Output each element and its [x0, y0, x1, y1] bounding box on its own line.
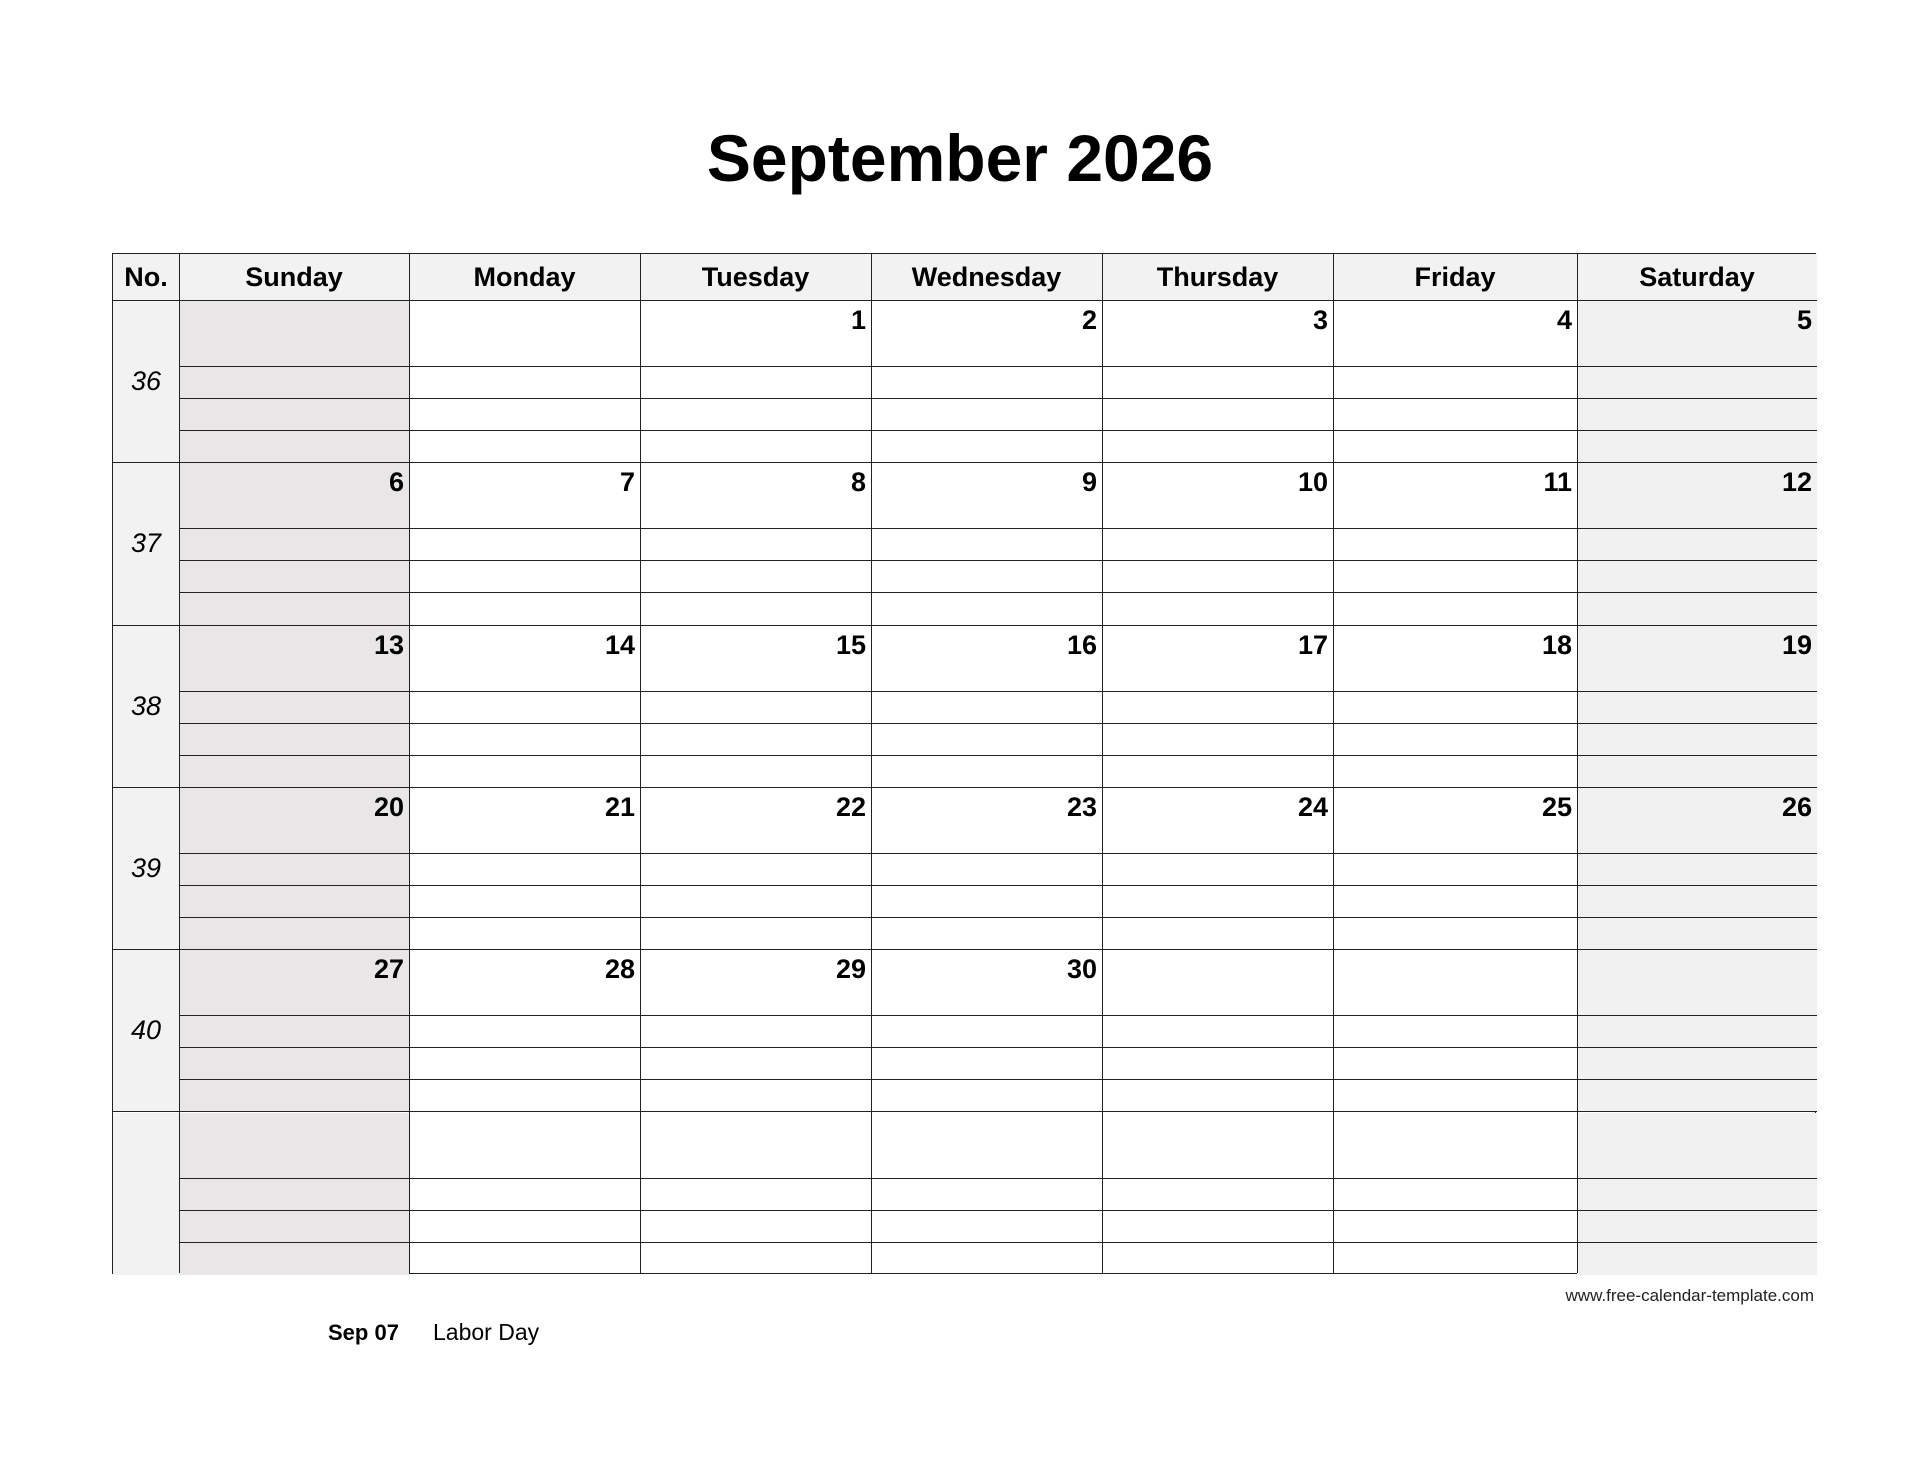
note-line: [1333, 1178, 1577, 1179]
day-cell[interactable]: [1577, 463, 1817, 625]
day-number: 1: [850, 305, 866, 335]
day-cell[interactable]: [1333, 463, 1577, 625]
note-line: [409, 430, 640, 431]
note-line: [871, 1047, 1102, 1048]
column-divider: [409, 254, 410, 1273]
day-cell[interactable]: [409, 463, 640, 625]
day-cell[interactable]: [871, 788, 1102, 950]
day-cell[interactable]: [1577, 626, 1817, 788]
note-line: [1577, 723, 1817, 724]
note-line: [1333, 1015, 1577, 1016]
note-line: [179, 1079, 409, 1080]
note-line: [409, 723, 640, 724]
note-line: [1577, 853, 1817, 854]
note-line: [640, 853, 871, 854]
column-divider: [1577, 254, 1578, 1273]
note-line: [1333, 755, 1577, 756]
note-line: [1333, 1079, 1577, 1080]
day-number: 25: [1541, 791, 1572, 822]
day-cell[interactable]: [179, 1113, 409, 1275]
note-line: [1333, 1242, 1577, 1243]
note-line: [1577, 528, 1817, 529]
week-number-cell: [113, 463, 179, 625]
note-line: [871, 560, 1102, 561]
note-line: [1333, 1047, 1577, 1048]
note-line: [871, 755, 1102, 756]
note-line: [1577, 691, 1817, 692]
week-number: 37: [130, 528, 162, 559]
day-number: 15: [835, 629, 866, 660]
day-cell[interactable]: [1333, 301, 1577, 463]
note-line: [1102, 366, 1333, 367]
day-number: 14: [604, 629, 635, 660]
note-line: [1102, 430, 1333, 431]
note-line: [640, 528, 871, 529]
note-line: [640, 917, 871, 918]
week-number: 38: [130, 690, 162, 721]
week-number: 40: [130, 1015, 162, 1046]
note-line: [640, 1242, 871, 1243]
day-number: 24: [1297, 791, 1328, 822]
note-line: [1102, 1047, 1333, 1048]
note-line: [640, 592, 871, 593]
note-line: [1333, 592, 1577, 593]
week-number-cell: [113, 626, 179, 788]
note-line: [179, 1178, 409, 1179]
header-friday: Friday: [1333, 254, 1577, 301]
note-line: [1333, 691, 1577, 692]
day-cell[interactable]: [1577, 950, 1817, 1112]
note-line: [640, 885, 871, 886]
note-line: [1577, 366, 1817, 367]
note-line: [409, 560, 640, 561]
note-line: [1102, 691, 1333, 692]
week-number-cell: [113, 1113, 179, 1275]
note-line: [179, 755, 409, 756]
note-line: [1577, 592, 1817, 593]
note-line: [1102, 1015, 1333, 1016]
note-line: [1102, 1079, 1333, 1080]
day-cell[interactable]: [640, 463, 871, 625]
note-line: [1102, 917, 1333, 918]
note-line: [409, 691, 640, 692]
note-line: [1577, 398, 1817, 399]
note-line: [640, 560, 871, 561]
header-sunday: Sunday: [179, 254, 409, 301]
day-cell[interactable]: [1102, 1113, 1333, 1275]
note-line: [871, 1242, 1102, 1243]
day-cell[interactable]: [409, 301, 640, 463]
week-number-cell: [113, 788, 179, 950]
note-line: [1102, 1210, 1333, 1211]
day-number: 23: [1066, 791, 1097, 822]
note-line: [640, 691, 871, 692]
note-line: [1102, 1178, 1333, 1179]
note-line: [640, 366, 871, 367]
note-line: [179, 560, 409, 561]
note-line: [179, 723, 409, 724]
note-line: [179, 1210, 409, 1211]
column-divider: [640, 254, 641, 1273]
note-line: [409, 398, 640, 399]
note-line: [1333, 528, 1577, 529]
day-number: 28: [604, 954, 635, 985]
day-cell[interactable]: [1102, 950, 1333, 1112]
note-line: [179, 366, 409, 367]
day-number: 20: [373, 791, 404, 822]
note-line: [409, 885, 640, 886]
note-line: [179, 1015, 409, 1016]
note-line: [1577, 1047, 1817, 1048]
column-divider: [1102, 254, 1103, 1273]
note-line: [871, 366, 1102, 367]
header-no: No.: [113, 254, 179, 301]
note-line: [871, 430, 1102, 431]
day-number: 7: [619, 467, 635, 498]
note-line: [409, 1015, 640, 1016]
note-line: [409, 1242, 640, 1243]
note-line: [179, 885, 409, 886]
day-cell[interactable]: [640, 301, 871, 463]
day-cell[interactable]: [1577, 1113, 1817, 1275]
note-line: [1333, 723, 1577, 724]
note-line: [640, 430, 871, 431]
note-line: [640, 1178, 871, 1179]
note-line: [871, 1178, 1102, 1179]
note-line: [871, 398, 1102, 399]
note-line: [1577, 1015, 1817, 1016]
note-line: [1333, 560, 1577, 561]
note-line: [871, 853, 1102, 854]
note-line: [179, 528, 409, 529]
note-line: [409, 917, 640, 918]
note-line: [1333, 917, 1577, 918]
day-number: 11: [1543, 467, 1572, 498]
note-line: [871, 917, 1102, 918]
day-number: 6: [388, 467, 404, 498]
note-line: [1333, 430, 1577, 431]
note-line: [640, 723, 871, 724]
note-line: [409, 1178, 640, 1179]
note-line: [409, 1047, 640, 1048]
day-cell[interactable]: [179, 301, 409, 463]
column-divider: [871, 254, 872, 1273]
note-line: [179, 398, 409, 399]
note-line: [640, 398, 871, 399]
note-line: [1577, 430, 1817, 431]
day-cell[interactable]: [179, 950, 409, 1112]
note-line: [1577, 1210, 1817, 1211]
day-cell[interactable]: [640, 788, 871, 950]
note-line: [1333, 366, 1577, 367]
note-line: [1333, 1210, 1577, 1211]
day-number: 21: [604, 791, 635, 822]
day-cell[interactable]: [871, 463, 1102, 625]
note-line: [1102, 398, 1333, 399]
day-cell[interactable]: [1333, 788, 1577, 950]
day-number: 16: [1066, 629, 1097, 660]
note-line: [179, 917, 409, 918]
day-number: 10: [1297, 467, 1328, 498]
calendar-grid: [112, 253, 1816, 1274]
day-number: 22: [835, 791, 866, 822]
note-line: [1102, 885, 1333, 886]
note-line: [871, 691, 1102, 692]
note-line: [871, 723, 1102, 724]
note-line: [1102, 528, 1333, 529]
day-number: 8: [850, 467, 866, 498]
column-divider: [179, 254, 180, 1273]
day-cell[interactable]: [1102, 626, 1333, 788]
note-line: [1102, 560, 1333, 561]
day-cell[interactable]: [640, 1113, 871, 1275]
note-line: [1577, 885, 1817, 886]
note-line: [1333, 885, 1577, 886]
day-number: 4: [1556, 305, 1572, 335]
day-cell[interactable]: [1102, 463, 1333, 625]
note-line: [179, 430, 409, 431]
note-line: [179, 853, 409, 854]
day-cell[interactable]: [1333, 950, 1577, 1112]
day-cell[interactable]: [409, 1113, 640, 1275]
header-wednesday: Wednesday: [871, 254, 1102, 301]
day-cell[interactable]: [179, 463, 409, 625]
week-number: 36: [130, 366, 162, 397]
note-line: [871, 1015, 1102, 1016]
note-line: [871, 1210, 1102, 1211]
day-cell[interactable]: [409, 950, 640, 1112]
note-line: [1577, 1242, 1817, 1243]
day-cell[interactable]: [179, 626, 409, 788]
day-number: 12: [1781, 467, 1812, 498]
note-line: [1577, 917, 1817, 918]
note-line: [1577, 755, 1817, 756]
week-number-cell: [113, 950, 179, 1112]
note-line: [179, 1242, 409, 1243]
day-cell[interactable]: [1577, 301, 1817, 463]
header-tuesday: Tuesday: [640, 254, 871, 301]
note-line: [1102, 1242, 1333, 1243]
day-number: 9: [1081, 467, 1097, 498]
note-line: [409, 755, 640, 756]
note-line: [409, 592, 640, 593]
note-line: [871, 528, 1102, 529]
day-number: 29: [835, 954, 866, 985]
note-line: [409, 1210, 640, 1211]
note-line: [640, 755, 871, 756]
note-line: [1333, 853, 1577, 854]
note-line: [179, 691, 409, 692]
day-number: 27: [373, 954, 404, 985]
day-cell[interactable]: [871, 626, 1102, 788]
note-line: [409, 853, 640, 854]
note-line: [1102, 755, 1333, 756]
note-line: [179, 1047, 409, 1048]
holiday-date: Sep 07: [328, 1320, 399, 1345]
day-cell[interactable]: [871, 1113, 1102, 1275]
note-line: [1333, 398, 1577, 399]
note-line: [1102, 592, 1333, 593]
day-cell[interactable]: [1333, 1113, 1577, 1275]
day-number: 30: [1066, 954, 1097, 985]
header-monday: Monday: [409, 254, 640, 301]
column-divider: [1333, 254, 1334, 1273]
day-cell[interactable]: [1577, 788, 1817, 950]
note-line: [1102, 853, 1333, 854]
note-line: [179, 592, 409, 593]
day-cell[interactable]: [640, 950, 871, 1112]
day-cell[interactable]: [871, 301, 1102, 463]
day-number: 18: [1541, 629, 1572, 660]
note-line: [1102, 723, 1333, 724]
day-number: 19: [1781, 629, 1812, 660]
day-cell[interactable]: [1102, 788, 1333, 950]
header-thursday: Thursday: [1102, 254, 1333, 301]
day-cell[interactable]: [1102, 301, 1333, 463]
calendar-title: September 2026: [706, 121, 1214, 195]
note-line: [640, 1047, 871, 1048]
week-number-cell: [113, 301, 179, 463]
day-number: 5: [1796, 305, 1812, 335]
day-number: 26: [1781, 791, 1812, 822]
note-line: [1577, 560, 1817, 561]
note-line: [871, 1079, 1102, 1080]
day-number: 13: [373, 629, 404, 660]
note-line: [409, 528, 640, 529]
day-cell[interactable]: [409, 626, 640, 788]
note-line: [640, 1015, 871, 1016]
day-cell[interactable]: [179, 788, 409, 950]
day-cell[interactable]: [871, 950, 1102, 1112]
note-line: [409, 366, 640, 367]
note-line: [871, 592, 1102, 593]
note-line: [871, 885, 1102, 886]
note-line: [409, 1079, 640, 1080]
day-number: 2: [1081, 305, 1097, 335]
day-cell[interactable]: [640, 626, 871, 788]
footer-url[interactable]: www.free-calendar-template.com: [1565, 1286, 1814, 1305]
note-line: [640, 1079, 871, 1080]
day-cell[interactable]: [409, 788, 640, 950]
day-cell[interactable]: [1333, 626, 1577, 788]
week-number: 39: [130, 853, 162, 884]
header-saturday: Saturday: [1577, 254, 1817, 301]
day-number: 17: [1297, 629, 1328, 660]
day-number: 3: [1312, 305, 1328, 335]
note-line: [1577, 1178, 1817, 1179]
note-line: [1577, 1079, 1817, 1080]
holiday-name: Labor Day: [433, 1319, 540, 1345]
note-line: [640, 1210, 871, 1211]
